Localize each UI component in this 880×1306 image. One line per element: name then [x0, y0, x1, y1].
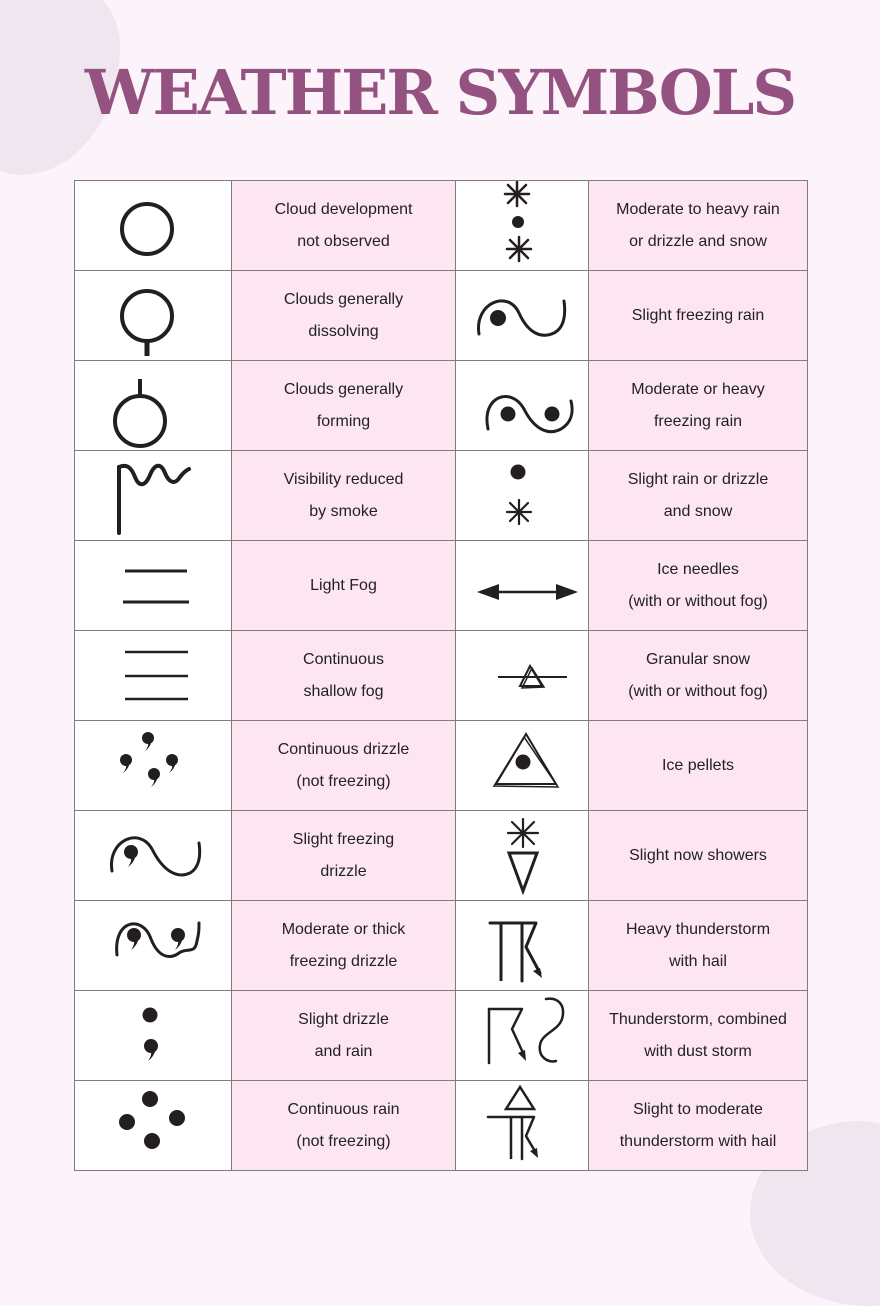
symbol-description: Heavy thunderstorm with hail [589, 901, 808, 991]
table-row [75, 811, 808, 901]
symbol-table [74, 180, 808, 1171]
slight-freezing-drizzle-icon [75, 811, 232, 900]
symbol-description: Slight drizzle and rain [232, 991, 456, 1081]
symbol-description: Slight to moderate thunderstorm with hail [589, 1081, 808, 1171]
symbol-description: Moderate or thick freezing drizzle [232, 901, 456, 991]
symbol-description: Visibility reduced by smoke [232, 451, 456, 541]
symbol-description: Continuous shallow fog [232, 631, 456, 721]
table-row [75, 271, 808, 361]
thick-freezing-drizzle-icon [75, 901, 232, 990]
symbol-description: Granular snow (with or without fog) [589, 631, 808, 721]
table-row [75, 901, 808, 991]
triangle-over-thunder-icon [456, 1081, 589, 1170]
table-row [75, 1081, 808, 1171]
triangle-dot-icon [456, 721, 589, 810]
table-row [75, 181, 808, 271]
page-title: WEATHER SYMBOLS [84, 56, 796, 129]
symbol-description: Slight rain or drizzle and snow [589, 451, 808, 541]
symbol-description: Ice needles (with or without fog) [589, 541, 808, 631]
thunderstorm-dust-icon [456, 991, 589, 1080]
two-lines-icon [75, 541, 232, 630]
moderate-freezing-rain-icon [456, 361, 589, 450]
smoke-icon [75, 451, 232, 540]
slight-freezing-rain-icon [456, 271, 589, 360]
symbol-description: Slight now showers [589, 811, 808, 901]
table-row [75, 631, 808, 721]
symbol-description: Continuous drizzle (not freezing) [232, 721, 456, 811]
symbol-description: Slight freezing drizzle [232, 811, 456, 901]
double-arrow-icon [456, 541, 589, 630]
symbol-description: Clouds generally dissolving [232, 271, 456, 361]
circle-stem-down-icon [75, 271, 232, 360]
dot-over-snow-icon [456, 451, 589, 540]
symbol-description: Thunderstorm, combined with dust storm [589, 991, 808, 1081]
table-row [75, 721, 808, 811]
snow-over-triangle-icon [456, 811, 589, 900]
four-dots-icon [75, 1081, 232, 1170]
triangle-on-line-icon [456, 631, 589, 720]
symbol-description: Continuous rain (not freezing) [232, 1081, 456, 1171]
table-row [75, 451, 808, 541]
four-commas-icon [75, 721, 232, 810]
symbol-description: Clouds generally forming [232, 361, 456, 451]
open-circle-icon [75, 181, 232, 270]
table-row [75, 991, 808, 1081]
symbol-description: Cloud development not observed [232, 181, 456, 271]
table-row [75, 361, 808, 451]
thunderstorm-hail-icon [456, 901, 589, 990]
snow-dot-snow-icon [456, 181, 589, 270]
dot-over-comma-icon [75, 991, 232, 1080]
circle-stem-up-icon [75, 361, 232, 450]
symbol-description: Ice pellets [589, 721, 808, 811]
symbol-description: Moderate or heavy freezing rain [589, 361, 808, 451]
symbol-description: Moderate to heavy rain or drizzle and snow [589, 181, 808, 271]
table-row [75, 541, 808, 631]
three-lines-icon [75, 631, 232, 720]
symbol-description: Light Fog [232, 541, 456, 631]
symbol-description: Slight freezing rain [589, 271, 808, 361]
